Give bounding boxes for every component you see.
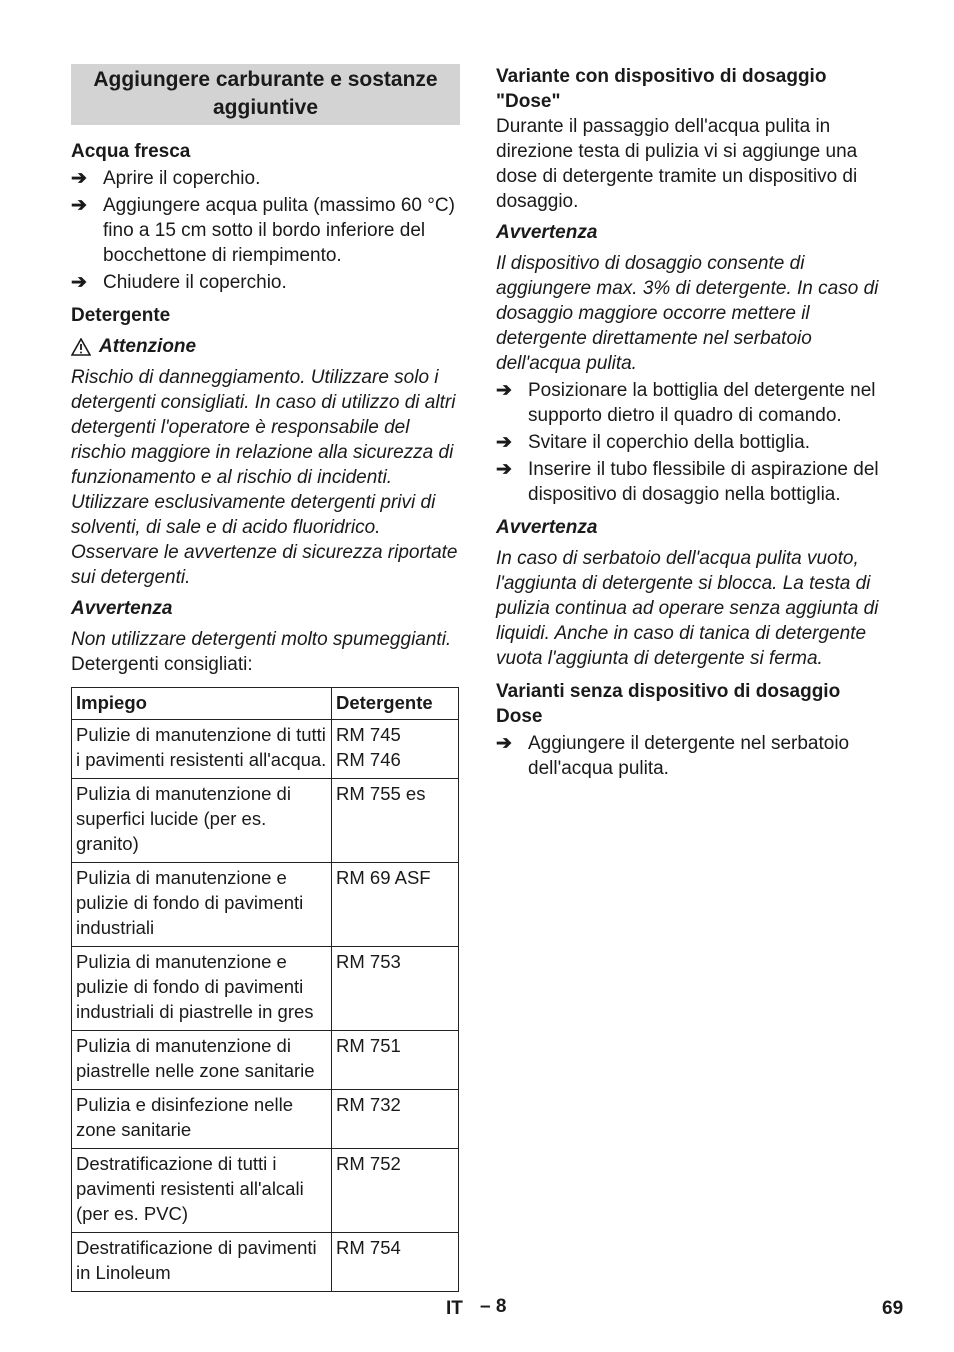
dose-text: Durante il passaggio dell'acqua pulita in direzione testa di pulizia vi si aggiunge una dose di detergente tramite un dispositivo di dosaggio. [496, 116, 858, 212]
table-row [72, 1090, 459, 1149]
cell-detergente: RM 751 [332, 1031, 459, 1090]
list-item: ➔ Inserire il tubo flessibile di aspirazione del dispositivo di dosaggio nella bottiglia. [496, 459, 879, 505]
table-row [72, 1031, 459, 1090]
list-item: ➔ Chiudere il coperchio. [71, 272, 287, 293]
senza-heading: Varianti senza dispositivo di dosaggio Dose [496, 681, 841, 727]
cell-impiego: Pulizia di manutenzione e pulizie di fondo di pavimenti industriali di piastrelle in gres [72, 947, 332, 1031]
right-column [496, 64, 888, 781]
arrow-right-icon: ➔ [71, 195, 87, 216]
arrow-right-icon: ➔ [496, 459, 512, 480]
list-item: ➔ Aggiungere il detergente nel serbatoio dell'acqua pulita. [496, 733, 850, 779]
page-number: 69 [882, 1298, 904, 1319]
warning-triangle-icon [71, 338, 91, 356]
arrow-right-icon: ➔ [71, 168, 87, 189]
footer-section-page: – 8 [480, 1296, 507, 1317]
cell-detergente: RM 69 ASF [332, 863, 459, 947]
arrow-right-icon: ➔ [496, 733, 512, 754]
footer-language: IT [446, 1298, 463, 1319]
cell-detergente: RM 745 RM 746 [332, 720, 459, 779]
cell-impiego: Pulizie di manutenzione di tutti i pavimenti resistenti all'acqua. [72, 720, 332, 779]
attenzione-text: Rischio di danneggiamento. Utilizzare solo i detergenti consigliati. In caso di utilizzo di altri detergenti l'operatore è responsabile del rischio maggiore in relazione alla sicurezza di funzionamento e al rischio di incidenti. [71, 367, 456, 488]
section-title: Aggiungere carburante e sostanze aggiuntive [71, 64, 460, 125]
attenzione-text: Osservare le avvertenze di sicurezza riportate sui detergenti. [71, 542, 458, 588]
cell-detergente: RM 754 [332, 1233, 459, 1292]
cell-detergente: RM 753 [332, 947, 459, 1031]
arrow-right-icon: ➔ [496, 432, 512, 453]
table-row [72, 1233, 459, 1292]
arrow-right-icon: ➔ [71, 272, 87, 293]
list-item: ➔ Aprire il coperchio. [71, 168, 261, 189]
list-item: ➔ Aggiungere acqua pulita (massimo 60 °C) fino a 15 cm sotto il bordo inferiore del bocchettone di riempimento. [71, 195, 455, 266]
table-row [72, 1149, 459, 1233]
acqua-heading: Acqua fresca [71, 141, 191, 162]
table-header-row [72, 688, 459, 720]
cell-detergente: RM 732 [332, 1090, 459, 1149]
cell-detergente: RM 752 [332, 1149, 459, 1233]
avvertenza-text: Il dispositivo di dosaggio consente di aggiungere max. 3% di detergente. In caso di dosaggio maggiore occorre mettere il detergente direttamente nel serbatoio dell'acqua pulita. [496, 253, 879, 374]
avvertenza-text: Non utilizzare detergenti molto spumeggianti. [71, 629, 452, 650]
table-row [72, 779, 459, 863]
avvertenza-label: Avvertenza [496, 517, 598, 538]
attenzione-label: Attenzione [71, 334, 460, 359]
cell-detergente: RM 755 es [332, 779, 459, 863]
cell-impiego: Pulizia di manutenzione di superfici lucide (per es. granito) [72, 779, 332, 863]
column-header-detergente: Detergente [332, 688, 459, 720]
cell-impiego: Pulizia di manutenzione di piastrelle nelle zone sanitarie [72, 1031, 332, 1090]
list-item: ➔ Svitare il coperchio della bottiglia. [496, 432, 810, 453]
left-column [71, 64, 460, 1292]
table-row [72, 947, 459, 1031]
avvertenza-label: Avvertenza [71, 598, 173, 619]
cell-impiego: Pulizia e disinfezione nelle zone sanitarie [72, 1090, 332, 1149]
attenzione-text: Utilizzare esclusivamente detergenti privi di solventi, di sale e di acido fluoridrico. [71, 492, 436, 538]
consigliati-label: Detergenti consigliati: [71, 654, 253, 675]
cell-impiego: Destratificazione di tutti i pavimenti resistenti all'alcali (per es. PVC) [72, 1149, 332, 1233]
table-row [72, 863, 459, 947]
cell-impiego: Destratificazione di pavimenti in Linoleum [72, 1233, 332, 1292]
arrow-right-icon: ➔ [496, 380, 512, 401]
detergente-heading: Detergente [71, 305, 171, 326]
dose-heading: Variante con dispositivo di dosaggio "Dose" [496, 66, 827, 112]
column-header-impiego: Impiego [72, 688, 332, 720]
list-item: ➔ Posizionare la bottiglia del detergente nel supporto dietro il quadro di comando. [496, 380, 876, 426]
cell-impiego: Pulizia di manutenzione e pulizie di fondo di pavimenti industriali [72, 863, 332, 947]
detergent-table [71, 687, 459, 1292]
avvertenza-label: Avvertenza [496, 222, 598, 243]
avvertenza-text: In caso di serbatoio dell'acqua pulita vuoto, l'aggiunta di detergente si blocca. La testa di pulizia continua ad operare senza aggiunta di liquidi. Anche in caso di tanica di detergente vuota l'aggiunta di detergente si ferma. [496, 548, 879, 669]
table-row [72, 720, 459, 779]
